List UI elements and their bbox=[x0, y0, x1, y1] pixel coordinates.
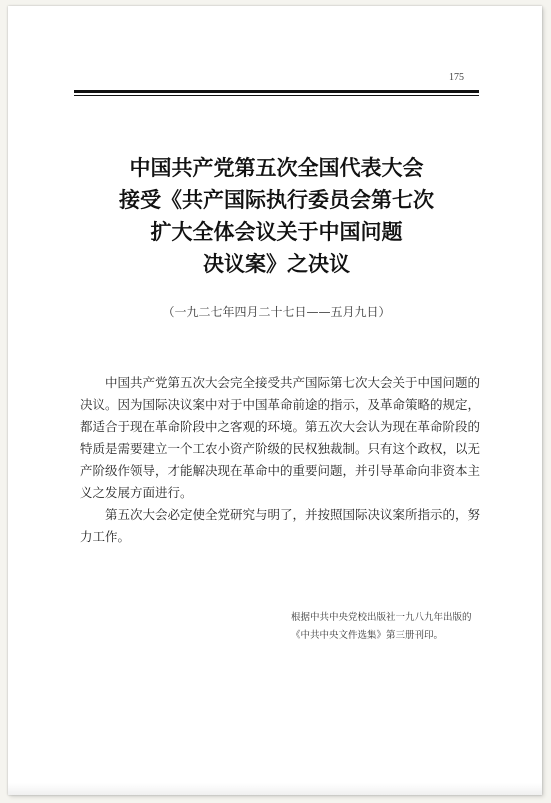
body-paragraph-1: 中国共产党第五次大会完全接受共产国际第七次大会关于中国问题的决议。因为国际决议案中对于中国革命前途的指示，及革命策略的规定，都适合于现在革命阶段中之客观的环境。第五次大会认为现在革命阶段的特质是需要建立一个工农小资产阶级的民权独裁制。只有这个政权，以无产阶级作领导，才能解决现在革命中的重要问题，并引导革命向非资本主义之发展方面进行。 bbox=[80, 375, 481, 500]
header-rule-thick bbox=[74, 90, 479, 93]
title-line-1: 中国共产党第五次全国代表大会 bbox=[129, 156, 424, 180]
document-body bbox=[80, 372, 480, 548]
body-paragraph-2: 第五次大会必定使全党研究与明了，并按照国际决议案所指示的，努力工作。 bbox=[80, 507, 481, 544]
page-number: 175 bbox=[449, 72, 464, 83]
document-date: （一九二七年四月二十七日——五月九日） bbox=[162, 305, 391, 319]
source-note: 根据中共中央党校出版社一九八九年出版的《中共中央文件选集》第三册刊印。 bbox=[291, 612, 472, 641]
page-bottom-shadow bbox=[8, 783, 542, 795]
document-title bbox=[74, 152, 479, 280]
title-line-2: 接受《共产国际执行委员会第七次 bbox=[119, 188, 434, 212]
title-line-4: 决议案》之决议 bbox=[203, 252, 350, 276]
header-rule-thin bbox=[74, 95, 479, 96]
document-page bbox=[8, 6, 542, 795]
title-line-3: 扩大全体会议关于中国问题 bbox=[150, 220, 403, 244]
